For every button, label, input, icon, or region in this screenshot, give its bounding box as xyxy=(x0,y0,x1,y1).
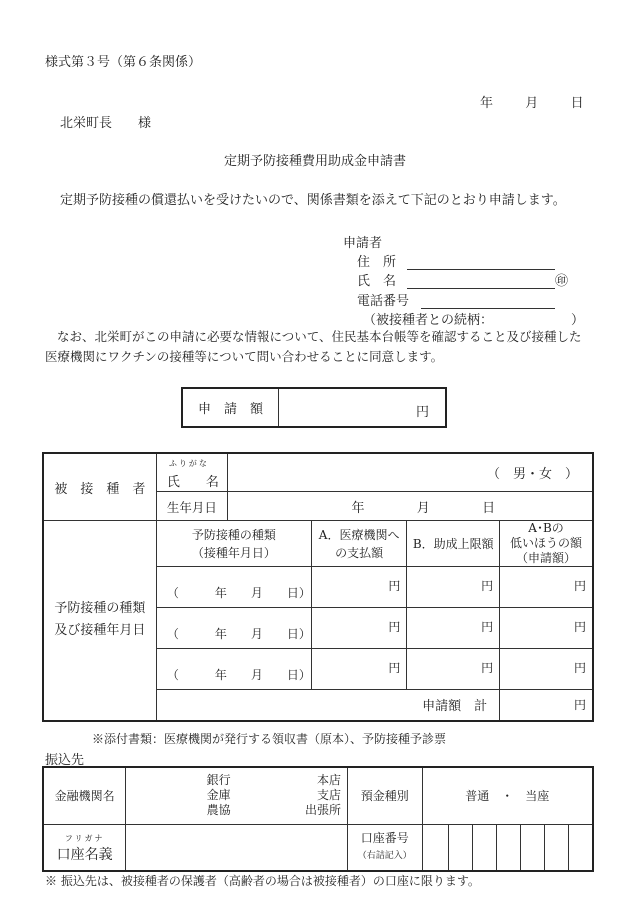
bank-type-nokyo: 農協 xyxy=(206,803,231,818)
relation-row xyxy=(363,309,584,328)
intro-text: 定期予防接種の償還払いを受けたいので、関係書類を添えて下記のとおり申請します。 xyxy=(60,193,566,208)
branch-type-main: 本店 xyxy=(316,773,341,788)
amount-b-cell[interactable]: 円 xyxy=(407,567,500,608)
amount-ab-cell[interactable]: 円 xyxy=(500,649,592,690)
birth-month: 月 xyxy=(416,500,430,516)
footer-note: ※ 振込先は、被接種者の保護者（高齢者の場合は被接種者）の口座に限ります。 xyxy=(45,874,480,888)
account-number-label-cell xyxy=(347,824,422,870)
name-row xyxy=(357,270,568,289)
amount-a-cell[interactable]: 円 xyxy=(311,567,407,608)
birth-date-field[interactable] xyxy=(311,492,592,521)
name-field[interactable] xyxy=(407,274,555,289)
account-digit-box[interactable] xyxy=(544,824,568,870)
amount-b-cell[interactable]: 円 xyxy=(407,649,500,690)
account-digit-box[interactable] xyxy=(449,824,473,870)
col-b-header: B．助成上限額 xyxy=(407,521,500,567)
vaccination-date-cell[interactable]: （ 年 月 日） xyxy=(156,567,311,608)
account-digit-box[interactable] xyxy=(568,824,592,870)
date-year: 年 xyxy=(480,96,494,111)
birth-label: 生年月日 xyxy=(166,500,217,515)
col-ab-line-1: A･Bの xyxy=(528,521,564,535)
amount-a-cell[interactable]: 円 xyxy=(311,608,407,649)
recipient-name-field[interactable] xyxy=(311,454,592,492)
recipient-table xyxy=(42,452,594,722)
holder-furigana: フリガナ xyxy=(64,834,105,844)
recipient-furigana: ふりがな xyxy=(168,459,209,468)
col-a-line-2: の支払額 xyxy=(335,545,384,560)
account-digit-box[interactable] xyxy=(497,824,521,870)
amount-label: 申 請 額 xyxy=(183,389,279,426)
account-digit-box[interactable] xyxy=(473,824,497,870)
bank-type-bank: 銀行 xyxy=(206,773,231,788)
col-a-header xyxy=(311,521,407,567)
total-amount-cell[interactable]: 円 xyxy=(500,690,592,720)
col-ab-line-2: 低いほうの額 xyxy=(510,536,583,550)
attachment-note: ※添付書類：医療機関が発行する領収書（原本）、予防接種予診票 xyxy=(92,732,447,746)
vaccination-label-2: 及び接種年月日 xyxy=(54,623,146,639)
amount-box xyxy=(181,387,447,428)
bank-label: 金融機関名 xyxy=(44,768,126,824)
birth-day: 日 xyxy=(482,500,496,516)
phone-field[interactable] xyxy=(421,294,555,309)
account-number-label: 口座番号 xyxy=(360,831,409,846)
relation-close: ） xyxy=(571,313,585,328)
amount-unit: 円 xyxy=(415,405,429,420)
seal-mark: ㊞ xyxy=(555,274,569,289)
col-type-header xyxy=(156,521,311,567)
account-digit-box[interactable] xyxy=(520,824,544,870)
address-label: 住 所 xyxy=(357,255,397,270)
branch-type-office: 出張所 xyxy=(304,803,341,818)
phone-row xyxy=(357,290,555,309)
account-digit-box[interactable] xyxy=(422,824,449,870)
col-type-line-1: 予防接種の種類 xyxy=(191,527,276,542)
col-ab-header xyxy=(500,521,592,567)
amount-b-cell[interactable]: 円 xyxy=(407,608,500,649)
address-field[interactable] xyxy=(407,255,555,270)
form-number: 様式第３号（第６条関係） xyxy=(45,55,202,70)
col-a-line-1: A．医療機関へ xyxy=(318,527,400,542)
account-holder-field[interactable] xyxy=(126,824,348,870)
col-type-line-2: （接種年月日） xyxy=(191,545,276,560)
col-ab-line-3: （申請額） xyxy=(516,551,577,565)
recipient-name-label: 氏 名 xyxy=(166,475,219,490)
amount-a-cell[interactable]: 円 xyxy=(311,649,407,690)
recipient-section-label: 被 接 種 者 xyxy=(44,454,156,521)
relation-label: （被接種者との続柄： xyxy=(363,313,494,328)
name-label: 氏 名 xyxy=(357,274,397,289)
date-day: 日 xyxy=(570,96,584,111)
page-title: 定期予防接種費用助成金申請書 xyxy=(223,154,406,169)
date-line xyxy=(480,92,584,111)
gender-select[interactable]: （ 男・女 ） xyxy=(486,467,578,482)
vaccination-section-label xyxy=(44,521,156,720)
birth-year: 年 xyxy=(351,500,365,516)
branch-name-field[interactable] xyxy=(237,768,348,824)
consent-text: なお、北栄町がこの申請に必要な情報について、住民基本台帳等を確認すること及び接種した医療機関にワクチンの接種等について問い合わせることに同意します。 xyxy=(45,329,582,364)
vaccination-date-cell[interactable]: （ 年 月 日） xyxy=(156,649,311,690)
vaccination-date-cell[interactable]: （ 年 月 日） xyxy=(156,608,311,649)
amount-ab-cell[interactable]: 円 xyxy=(500,567,592,608)
date-month: 月 xyxy=(525,96,539,111)
bank-name-field[interactable] xyxy=(126,768,237,824)
transfer-table xyxy=(42,766,594,872)
account-number-note: （右詰記入） xyxy=(357,851,412,862)
deposit-label: 預金種別 xyxy=(347,768,422,824)
holder-label-cell xyxy=(44,824,126,870)
branch-type-branch: 支店 xyxy=(316,788,341,803)
amount-ab-cell[interactable]: 円 xyxy=(500,608,592,649)
vaccination-label-1: 予防接種の種類 xyxy=(54,601,146,617)
applicant-heading: 申請者 xyxy=(343,236,383,251)
addressee: 北栄町長 様 xyxy=(60,116,152,131)
total-label: 申請額 計 xyxy=(156,690,499,720)
phone-label: 電話番号 xyxy=(357,294,410,309)
holder-label: 口座名義 xyxy=(56,847,113,864)
bank-type-kinko: 金庫 xyxy=(206,788,231,803)
transfer-heading: 振込先 xyxy=(45,753,85,768)
address-row xyxy=(357,251,555,270)
deposit-type-select[interactable]: 普通 ・ 当座 xyxy=(422,768,592,824)
